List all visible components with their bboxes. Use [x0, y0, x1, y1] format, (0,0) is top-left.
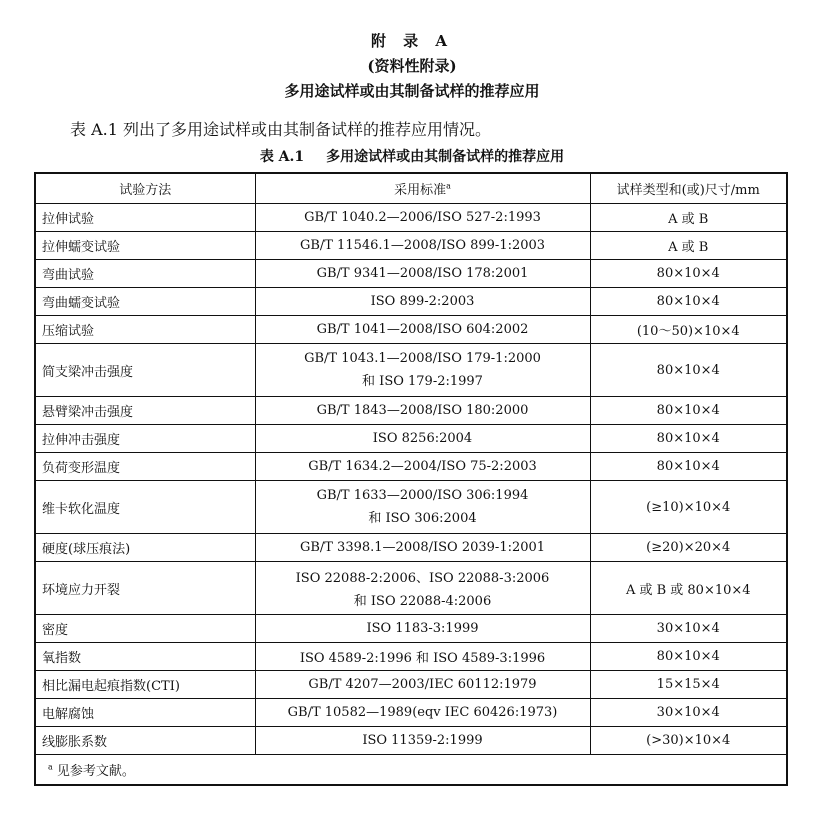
appendix-heading: 附 录 A	[370, 32, 454, 50]
cell-method: 简支梁冲击强度	[35, 344, 255, 397]
cell-standard-line: ISO 4589-2:1996 和 ISO 4589-3:1996	[299, 651, 546, 666]
footnote-text: 见参考文献。	[56, 764, 135, 779]
table-row	[35, 204, 787, 232]
table-row	[35, 643, 787, 671]
cell-size: (≥10)×10×4	[590, 481, 787, 534]
cell-standard-line: GB/T 4207—2003/IEC 60112:1979	[308, 677, 537, 692]
cell-method: 氧指数	[35, 643, 255, 671]
cell-size: (≥20)×20×4	[590, 534, 787, 562]
header-method: 试验方法	[35, 173, 255, 204]
cell-standard-line: GB/T 1633—2000/ISO 306:1994	[316, 488, 529, 503]
cell-size: 15×15×4	[590, 671, 787, 699]
cell-size: (10～50)×10×4	[590, 316, 787, 344]
cell-standard-line: ISO 1183-3:1999	[366, 621, 479, 636]
cell-method: 负荷变形温度	[35, 453, 255, 481]
table-row	[35, 288, 787, 316]
cell-method: 拉伸冲击强度	[35, 425, 255, 453]
cell-size: A 或 B	[590, 232, 787, 260]
cell-standard-line: ISO 22088-2:2006、ISO 22088-3:2006	[295, 571, 550, 586]
header-size: 试样类型和(或)尺寸/mm	[590, 173, 787, 204]
cell-size: A 或 B 或 80×10×4	[590, 562, 787, 615]
cell-standard	[255, 453, 590, 481]
cell-standard	[255, 671, 590, 699]
cell-size: 80×10×4	[590, 260, 787, 288]
cell-method: 密度	[35, 615, 255, 643]
header-standard-label: 采用标准	[394, 183, 447, 198]
cell-standard	[255, 344, 590, 397]
cell-standard	[255, 481, 590, 534]
cell-standard-line: GB/T 1043.1—2008/ISO 179-1:2000	[304, 351, 541, 366]
cell-standard	[255, 643, 590, 671]
table-row	[35, 562, 787, 615]
cell-standard	[255, 699, 590, 727]
cell-standard-line: ISO 899-2:2003	[370, 294, 475, 309]
cell-size: 80×10×4	[590, 453, 787, 481]
cell-size: A 或 B	[590, 204, 787, 232]
cell-standard-line: GB/T 11546.1—2008/ISO 899-1:2003	[299, 238, 546, 253]
cell-standard	[255, 615, 590, 643]
cell-method: 电解腐蚀	[35, 699, 255, 727]
cell-method: 压缩试验	[35, 316, 255, 344]
appendix-type-note: (资料性附录)	[367, 57, 457, 75]
table-row	[35, 453, 787, 481]
cell-size: 80×10×4	[590, 643, 787, 671]
cell-standard	[255, 397, 590, 425]
table-footnote	[35, 755, 787, 786]
cell-standard	[255, 204, 590, 232]
cell-standard-line: GB/T 9341—2008/ISO 178:2001	[316, 266, 529, 281]
table-row	[35, 260, 787, 288]
cell-method: 弯曲试验	[35, 260, 255, 288]
cell-method: 维卡软化温度	[35, 481, 255, 534]
cell-size: (>30)×10×4	[590, 727, 787, 755]
table-row	[35, 344, 787, 397]
table-row	[35, 481, 787, 534]
cell-method: 拉伸蠕变试验	[35, 232, 255, 260]
cell-standard-line: ISO 11359-2:1999	[362, 733, 483, 748]
cell-method: 硬度(球压痕法)	[35, 534, 255, 562]
cell-standard	[255, 316, 590, 344]
cell-standard	[255, 232, 590, 260]
table-row	[35, 425, 787, 453]
intro-paragraph: 表 A.1 列出了多用途试样或由其制备试样的推荐应用情况。	[70, 120, 491, 139]
cell-standard	[255, 562, 590, 615]
cell-method: 拉伸试验	[35, 204, 255, 232]
cell-standard-line: GB/T 3398.1—2008/ISO 2039-1:2001	[299, 540, 546, 555]
cell-method: 线膨胀系数	[35, 727, 255, 755]
header-standard-footnote-mark: a	[446, 181, 451, 191]
cell-standard-line: 和 ISO 179-2:1997	[362, 374, 483, 389]
cell-size: 30×10×4	[590, 699, 787, 727]
cell-size: 80×10×4	[590, 425, 787, 453]
appendix-title: 多用途试样或由其制备试样的推荐应用	[284, 82, 540, 100]
cell-standard-line: 和 ISO 306:2004	[368, 511, 477, 526]
table-header-row	[35, 173, 787, 204]
table-row	[35, 316, 787, 344]
table-row	[35, 671, 787, 699]
cell-standard-line: GB/T 1040.2—2006/ISO 527-2:1993	[304, 210, 541, 225]
cell-size: 80×10×4	[590, 397, 787, 425]
cell-standard	[255, 288, 590, 316]
table-row	[35, 615, 787, 643]
cell-standard-line: GB/T 1634.2—2004/ISO 75-2:2003	[308, 459, 537, 474]
cell-method: 环境应力开裂	[35, 562, 255, 615]
table-row	[35, 534, 787, 562]
cell-standard-line: GB/T 1041—2008/ISO 604:2002	[316, 322, 529, 337]
cell-method: 相比漏电起痕指数(CTI)	[35, 671, 255, 699]
table-caption-label: 表 A.1	[259, 149, 305, 165]
cell-standard-line: ISO 8256:2004	[372, 431, 473, 446]
cell-standard	[255, 425, 590, 453]
cell-standard-line: 和 ISO 22088-4:2006	[353, 594, 492, 609]
cell-standard-line: GB/T 1843—2008/ISO 180:2000	[316, 403, 529, 418]
cell-size: 30×10×4	[590, 615, 787, 643]
cell-method: 弯曲蠕变试验	[35, 288, 255, 316]
cell-method: 悬臂梁冲击强度	[35, 397, 255, 425]
footnote-mark: a	[48, 762, 53, 772]
table-row	[35, 232, 787, 260]
cell-size: 80×10×4	[590, 288, 787, 316]
recommendation-table	[34, 172, 788, 786]
header-standard	[255, 173, 590, 204]
table-row	[35, 727, 787, 755]
table-row	[35, 397, 787, 425]
cell-standard	[255, 260, 590, 288]
cell-size: 80×10×4	[590, 344, 787, 397]
table-row	[35, 699, 787, 727]
table-footnote-row	[35, 755, 787, 786]
table-caption-title: 多用途试样或由其制备试样的推荐应用	[326, 149, 565, 165]
cell-standard	[255, 727, 590, 755]
table-caption	[0, 146, 824, 166]
cell-standard-line: GB/T 10582—1989(eqv IEC 60426:1973)	[287, 705, 558, 720]
cell-standard	[255, 534, 590, 562]
